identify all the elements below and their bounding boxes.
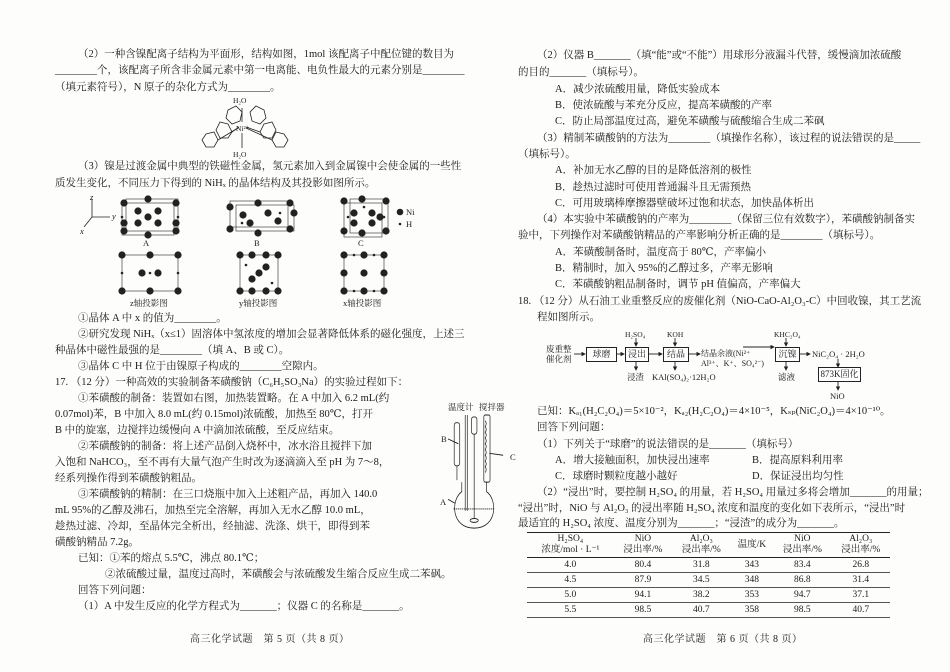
hydrogen-atom (373, 254, 376, 257)
hydrogen-atom (353, 290, 356, 293)
nickel-atom (172, 199, 179, 206)
q17-step1: 0.07mol)苯，B 中加入 8.0 mL(约 0.15mol)浓硫酸，加热至 80℃，打开 (55, 409, 373, 420)
hydrogen-atom (149, 272, 152, 275)
table-cell: 98.5 (614, 603, 672, 618)
nickel-atom (286, 199, 293, 206)
table-cell: 5.0 (527, 588, 614, 603)
hydrogen-atom (383, 216, 386, 219)
q17-2-option-c: C．防止局部温度过高，避免苯磺酸与硫酸缩合生成二苯砜 (555, 116, 825, 127)
q17-3: （填标号）。 (518, 149, 576, 160)
nickel-atom (248, 287, 255, 294)
feed-label-line: 废重整 (546, 344, 572, 354)
table-cell: 31.8 (672, 558, 730, 573)
table-cell: 4.5 (527, 573, 614, 588)
q17-3-option-b: B．趁热过滤时可使用普通漏斗且无需预热 (555, 182, 752, 193)
nickel-atom (380, 251, 387, 258)
table-row (527, 573, 890, 588)
nickel-atom (255, 269, 262, 276)
nickel-atom (246, 219, 253, 226)
hydrogen-atom (353, 254, 356, 257)
table-cell: 40.7 (832, 603, 890, 618)
q17-step1: B 中的旋塞，边搅拌边缓慢向 A 中滴加浓硫酸，至反应结束。 (55, 425, 340, 436)
q18-1-option-c: C．球磨时颗粒度越小越好 (555, 471, 678, 482)
nickel-atom (262, 263, 269, 270)
nickel-atom (340, 227, 347, 234)
ball-mill-step: 球磨 (586, 347, 617, 362)
nickel-atom (154, 219, 161, 226)
column-header-line: 浸出率/% (782, 545, 822, 555)
hydrogen-atom (271, 282, 274, 285)
q17-step3: 磺酸钠精品 7.2g。 (55, 537, 139, 548)
table-cell: 80.4 (614, 558, 672, 573)
nickel-atom (286, 225, 293, 232)
nickel-atom (226, 203, 233, 210)
leach-step: 浸出 (625, 347, 649, 362)
q18-answer-prompt: 回答下列问题： (537, 422, 611, 433)
q17-step3: mL 95%的乙醇及沸石，加热至完全溶解，再加入无水乙醇 10.0 mL， (55, 505, 371, 516)
column-header-line: NiO (634, 534, 652, 544)
crystal-a-label: A (143, 238, 150, 248)
nickel-atom (248, 251, 255, 258)
table-cell: 94.1 (614, 588, 672, 603)
x-projection-caption: x轴投影图 (343, 298, 382, 308)
q17-title: 17. （12 分）一种高效的实验制备苯磺酸钠（C₆H₅SO₃Na）的实验过程如下： (55, 377, 409, 388)
koh-reagent: KOH (667, 330, 684, 339)
column-header (773, 533, 831, 558)
alum-label: KAl(SO₄)₂·12H₂O (652, 372, 716, 382)
water-ligand-bottom: H₂O (233, 150, 247, 159)
stirrer-label: 搅拌器 (479, 402, 505, 412)
q18-title: 18. （12 分）从石油工业重整反应的废催化剂（NiO-CaO-Al₂O₃-C）中回收镍，其工艺流 (518, 296, 922, 307)
nickel-atom (254, 199, 261, 206)
q18-1: （1）下列关于“球磨”的说法错误的是_______（填标号） (537, 439, 799, 450)
hydrogen-atom (373, 290, 376, 293)
nickel-atom (274, 251, 281, 258)
page-6-footer: 高三化学试题 第 6 页（共 8 页） (643, 634, 803, 645)
nickel-atom (340, 251, 347, 258)
hydrogen-atom (177, 272, 180, 275)
table-cell: 87.9 (614, 573, 672, 588)
table-cell: 348 (731, 573, 774, 588)
table-header-row (527, 533, 890, 558)
z-projection-caption: z轴投影图 (130, 298, 168, 308)
legend-markers (396, 207, 404, 231)
hydrogen-atom (363, 206, 366, 209)
nickel-atom (226, 225, 233, 232)
y-projection-caption: y轴投影图 (239, 298, 278, 308)
q17-known-2: ②浓硫酸过量，温度过高时，苯磺酸会与浓硫酸发生缩合反应生成二苯砜。 (105, 569, 452, 580)
q16-3-2: 种晶体中磁性最强的是________（填 A、B 或 C）。 (55, 345, 290, 356)
hydrogen-atom (147, 216, 150, 219)
feed-label (546, 344, 572, 364)
nickel-atom (254, 229, 261, 236)
mother-liquor-line: 结晶余液(Ni²⁺ (701, 349, 751, 358)
nickel-atom (290, 209, 297, 216)
q16-2-line: ________个，该配离子所含非金属元素中第一电离能、电负性最大的元素分别是________ (55, 65, 465, 76)
q17-2: 的目的_______（填标号）。 (518, 67, 644, 78)
nickel-atom (138, 269, 145, 276)
table-cell: 343 (731, 558, 774, 573)
crystal-cells-drawing (118, 193, 418, 298)
q18-2: “浸出”时，NiO 与 Al₂O₃ 的浸出率随 H₂SO₄ 浓度和温度的变化如下表所示，“浸出”时 (518, 503, 906, 514)
column-header-line: 浸出率/% (623, 545, 663, 555)
q16-2-line: （2）一种含镍配离子结构为平面形，结构如图，1mol 该配离子中配位键的数目为 (78, 49, 454, 60)
ligand-rings-drawing (200, 100, 290, 155)
filtrate-label: 滤液 (778, 372, 796, 382)
table-cell: 31.4 (832, 573, 890, 588)
column-header (527, 533, 614, 558)
table-cell: 83.4 (773, 558, 831, 573)
nickel-atom (358, 229, 365, 236)
h2so4-reagent: H₂SO₄ (625, 330, 646, 339)
nickel-atom (172, 227, 179, 234)
hydrogen-atom (177, 216, 180, 219)
column-header (672, 533, 730, 558)
column-header-line: 浸出率/% (681, 545, 721, 555)
nickel-atom (340, 197, 347, 204)
nickel-atom (380, 269, 387, 276)
nickel-atom (144, 195, 151, 202)
table-cell: 5.5 (527, 603, 614, 618)
table-cell: 98.5 (773, 603, 831, 618)
leach-residue-label: 浸渣 (627, 372, 645, 382)
water-ligand-top: H₂O (233, 96, 247, 105)
nickel-atom (368, 209, 375, 216)
nickel-atom (368, 219, 375, 226)
nickel-center: Ni²⁺ (236, 124, 250, 133)
nickel-oxalate-product: NiC₂O₄ · 2H₂O (812, 349, 865, 359)
hydrogen-atom (121, 216, 124, 219)
q17-2: （2）仪器 B_______（填“能”或“不能”）用球形分液漏斗代替，缓慢滴加浓硫酸 (537, 50, 902, 61)
table-cell: 353 (731, 588, 774, 603)
nickel-atom (376, 213, 383, 220)
q18-2: 最适宜的 H₂SO₄ 浓度、温度分别为_______；“浸渣”的成分为_______。 (518, 518, 845, 529)
axis-x-label: x (80, 226, 84, 236)
nickel-atom (239, 211, 246, 218)
nickel-atom (134, 207, 141, 214)
q18-1-option-d: D．保证浸出均匀性 (752, 471, 844, 482)
khc2o4-reagent: KHC₂O₄ (774, 330, 801, 339)
hydrogen-atom (121, 272, 124, 275)
q18-1-option-a: A．增大接触面积，加快浸出速率 (555, 455, 710, 466)
q17-3: （3）精制苯磺酸钠的方法为________（填操作名称），该过程的说法错误的是_____ (537, 133, 921, 144)
table-body (527, 558, 890, 618)
hydrogen-atom (245, 264, 248, 267)
column-header-line: NiO (794, 534, 811, 544)
q17-step2: 经系列操作得到苯磺酸钠粗品。 (55, 473, 202, 484)
nickel-atom (120, 219, 127, 226)
table-row (527, 558, 890, 573)
mother-liquor-line: Al³⁺、K⁺、SO₄²⁻) (701, 359, 764, 368)
q17-2-option-a: A．减少浓硫酸用量，降低实验成本 (555, 84, 721, 95)
q17-step3: 趁热过滤、冷却，至晶体完全析出，经抽滤、洗涤、烘干，即得到苯 (55, 521, 370, 532)
nickel-atom (172, 219, 179, 226)
nickel-atom (154, 207, 161, 214)
q16-3-3: ③晶体 C 中 H 位于由镍原子构成的________空隙内。 (78, 361, 324, 372)
column-header-line: 浸出率/% (841, 545, 881, 555)
funnel-b-label: B (441, 434, 447, 444)
feed-label-line: 催化剂 (546, 354, 572, 364)
q16-3-line: （3）镍是过渡金属中典型的铁磁性金属，氢元素加入到金属镍中会使金属的一些性 (78, 161, 462, 172)
axis-z-label: z (90, 192, 94, 202)
table-cell: 26.8 (832, 558, 890, 573)
table-cell: 94.7 (773, 588, 831, 603)
q17-step1: ①苯磺酸的制备：装置如右图，加热装置略。在 A 中加入 6.2 mL(约 (78, 393, 390, 404)
q17-answer-prompt: 回答下列问题： (78, 585, 152, 596)
q17-step2: ②苯磺酸钠的制备：将上述产品倒入烧杯中，冰水浴且搅拌下加 (78, 441, 372, 452)
q17-step3: ③苯磺酸钠的精制：在三口烧瓶中加入上述粗产品，再加入 140.0 (78, 489, 378, 500)
q18-known: 已知：Kₐ₁(H₂C₂O₄)＝5×10⁻²，Kₐ₂(H₂C₂O₄)＝4×10⁻⁵，Kₛₚ(NiC₂O₄)＝4×10⁻¹⁰。 (537, 406, 891, 417)
nio-product: NiO (830, 391, 845, 401)
nickel-atom (118, 251, 125, 258)
calcine-step: 873K固化 (818, 367, 861, 382)
q18-1-option-b: B．提高原料利用率 (752, 455, 844, 466)
axis-y-label: y (112, 211, 116, 221)
table-cell: 40.7 (672, 603, 730, 618)
column-header (614, 533, 672, 558)
nickel-atom (340, 269, 347, 276)
q16-3-2: ②研究发现 NiHₓ（x≤1）固溶体中氢浓度的增加会显著降低体系的磁化强度，上述三 (78, 329, 465, 340)
precipitate-nickel-step: 沉镍 (775, 347, 800, 362)
page-5-footer: 高三化学试题 第 5 页（共 8 页） (190, 634, 350, 645)
nickel-atom (120, 227, 127, 234)
nickel-atom (174, 287, 181, 294)
q17-1: （1）A 中发生反应的化学方程式为_______；仪器 C 的名称是_______。 (78, 601, 410, 612)
table-row (527, 603, 890, 618)
nickel-atom (146, 251, 153, 258)
crystal-b-label: B (254, 238, 260, 248)
nickel-atom (120, 199, 127, 206)
q17-known-1: 已知：①苯的熔点 5.5℃，沸点 80.1℃； (78, 553, 265, 564)
table-cell: 34.5 (672, 573, 730, 588)
q17-4-option-c: C．苯磺酸钠粗品制备时，调节 pH 值偏高，产率偏大 (555, 279, 801, 290)
q17-4-option-a: A．苯磺酸制备时，温度高于 80℃，产率偏小 (555, 247, 766, 258)
legend-h: H (406, 219, 413, 229)
condenser-c-label: C (510, 452, 516, 462)
mother-liquor-label (701, 349, 764, 369)
hydrogen-atom (279, 212, 282, 215)
nickel-atom (274, 287, 281, 294)
q17-3-option-c: C．可用玻璃棒摩擦器壁破坏过饱和状态，加快晶体析出 (555, 198, 815, 209)
column-header-line: 浓度/mol · L⁻¹ (541, 545, 600, 555)
flask-a-label: A (440, 497, 447, 507)
q17-2-option-b: B．使浓硫酸与苯充分反应，提高苯磺酸的产率 (555, 100, 773, 111)
leaching-rate-table (527, 532, 890, 618)
nickel-atom (154, 269, 161, 276)
table-cell: 86.8 (773, 573, 831, 588)
q17-4: 验中，下列操作对苯磺酸钠精品的产率影响分析正确的是________（填标号）。 (518, 230, 881, 241)
q16-3-1: ①晶体 A 中 x 的值为________。 (78, 313, 227, 324)
column-header-line: Al₂O₃ (849, 534, 873, 544)
nickel-atom (350, 209, 357, 216)
column-header (731, 533, 774, 558)
hydrogen-atom (241, 222, 244, 225)
q17-step2: 入饱和 NaHCO₃，至不再有大量气泡产生时改为逐滴滴入至 pH 为 7～8， (55, 457, 390, 468)
nickel-atom (360, 287, 367, 294)
nickel-atom (118, 287, 125, 294)
legend-ni: Ni (406, 207, 415, 217)
column-header-line: Al₂O₃ (689, 534, 713, 544)
hydrogen-atom (347, 216, 350, 219)
nickel-atom (248, 275, 255, 282)
column-header-line: 温度/K (737, 539, 767, 550)
nickel-atom (236, 251, 243, 258)
nickel-atom (380, 287, 387, 294)
nickel-atom (360, 269, 367, 276)
nickel-atom (146, 287, 153, 294)
nickel-atom (382, 197, 389, 204)
table-cell: 38.2 (672, 588, 730, 603)
q18-2: （2）“浸出”时，要控制 H₂SO₄ 的用量，若 H₂SO₄ 用量过多将会增加_______的用量； (537, 487, 929, 498)
table-cell: 37.1 (832, 588, 890, 603)
nickel-atom (264, 209, 271, 216)
q17-4-option-b: B．精制时，加入 95%的乙醇过多，产率无影响 (555, 263, 773, 274)
nickel-atom (382, 227, 389, 234)
column-header (832, 533, 890, 558)
column-header-line: H₂SO₄ (557, 534, 584, 544)
nickel-atom (350, 219, 357, 226)
nickel-atom (174, 251, 181, 258)
nickel-atom (360, 251, 367, 258)
crystal-c-label: C (358, 238, 364, 248)
table-row (527, 588, 890, 603)
thermometer-label: 温度计 (448, 402, 474, 412)
nickel-atom (274, 217, 281, 224)
unit-cell-edge (126, 199, 178, 231)
q17-4: （4）本实验中苯磺酸钠的产率为________（保留三位有效数字），苯磺酸钠制备实 (537, 214, 915, 225)
q16-2-line: （填元素符号），N 原子的杂化方式为________。 (55, 82, 281, 93)
table-cell: 358 (731, 603, 774, 618)
q18-title: 程如图所示。 (537, 312, 600, 323)
table-cell: 4.0 (527, 558, 614, 573)
three-neck-flask-drawing (448, 415, 510, 530)
q17-3-option-a: A．补加无水乙醇的目的是降低溶剂的极性 (555, 165, 752, 176)
nickel-atom (262, 251, 269, 258)
nickel-atom (134, 219, 141, 226)
nickel-atom (236, 287, 243, 294)
nickel-atom (340, 287, 347, 294)
nickel-atom (358, 195, 365, 202)
q16-3-line: 质发生变化，不同压力下得到的 NiHₓ 的晶体结构及其投影如图所示。 (55, 178, 376, 189)
crystallize-step: 结晶 (663, 347, 689, 362)
nickel-atom (262, 287, 269, 294)
